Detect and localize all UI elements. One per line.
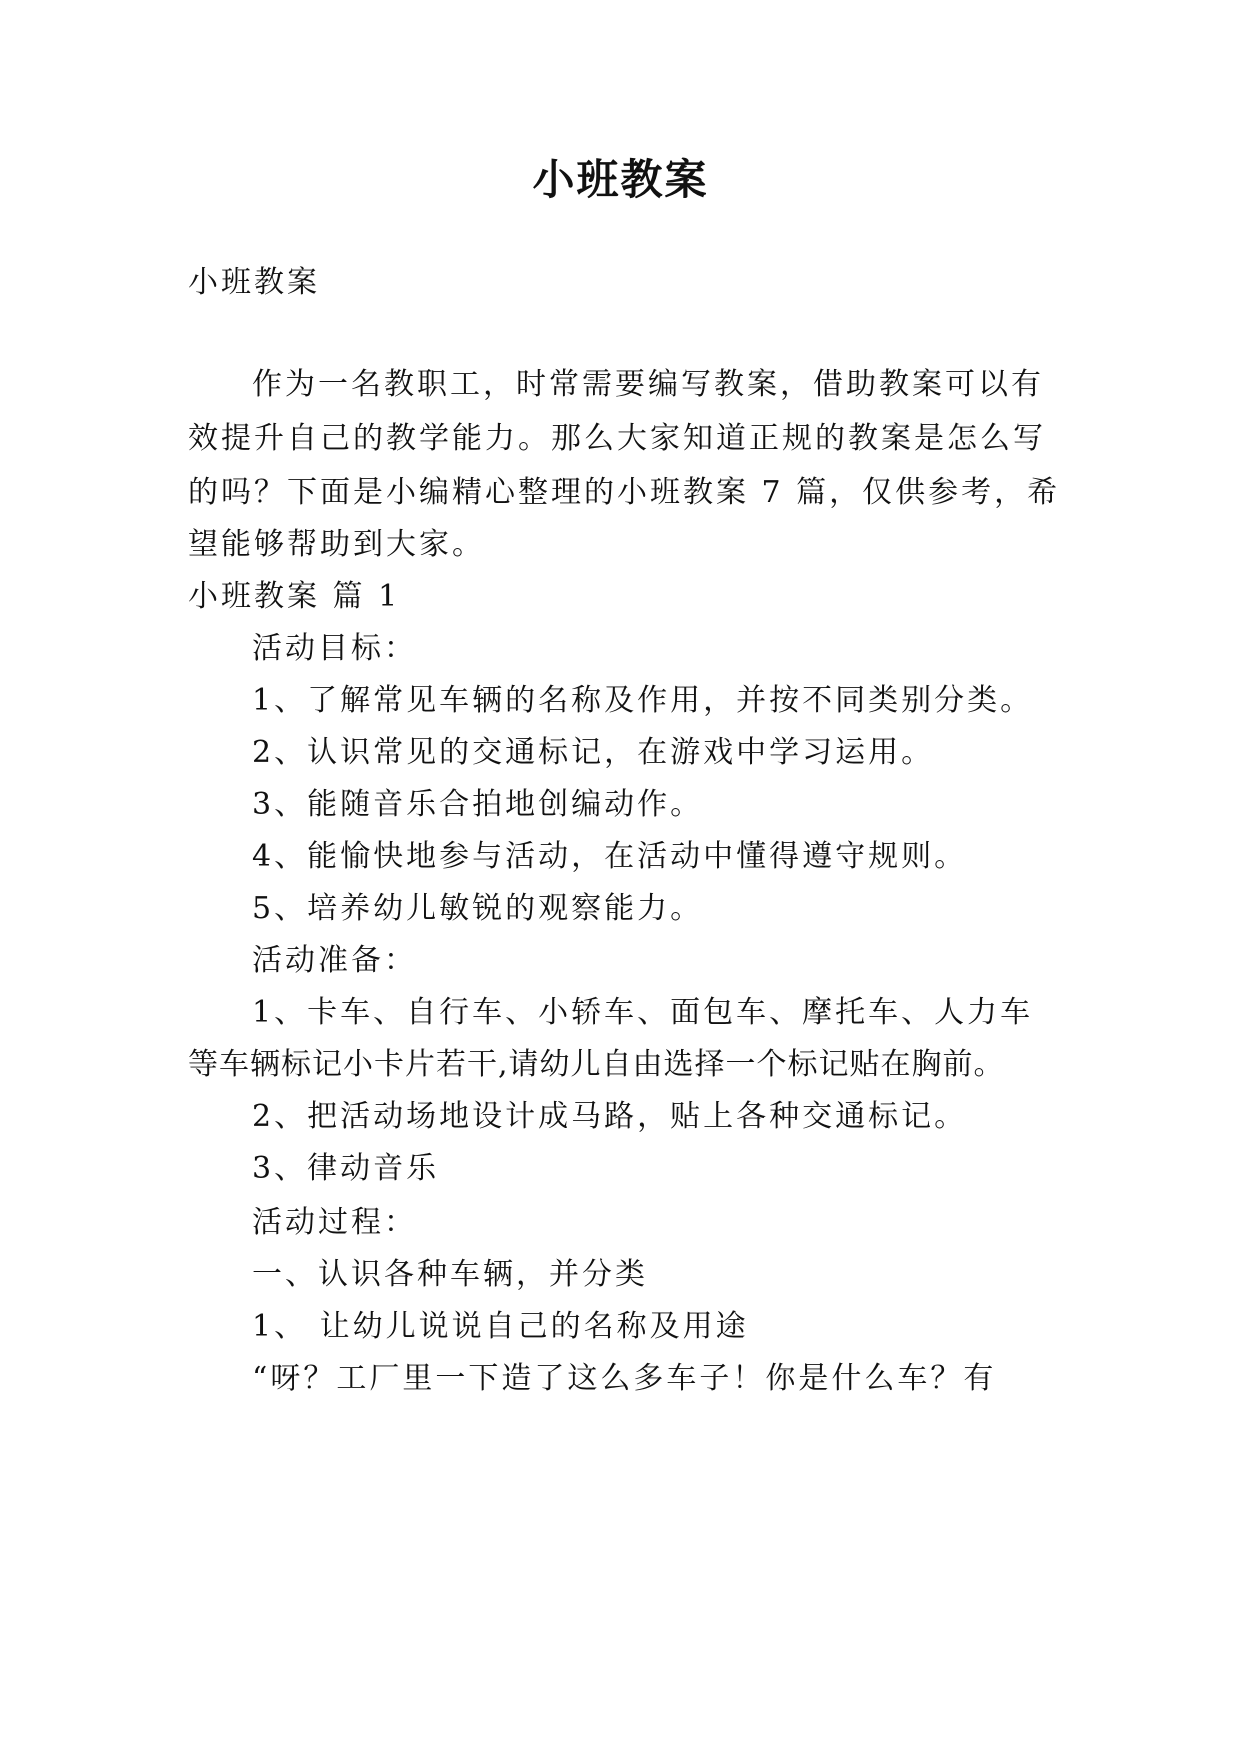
intro-line: 的吗？下面是小编精心整理的小班教案 7 篇，仅供参考，希	[188, 475, 1061, 510]
intro-line: 效提升自己的教学能力。那么大家知道正规的教案是怎么写	[188, 421, 1046, 456]
section-heading: 小班教案 篇 1	[188, 579, 401, 614]
document-title: 小班教案	[532, 155, 709, 204]
process-item: 一、认识各种车辆，并分类	[252, 1257, 648, 1292]
goal-item: 4、能愉快地参与活动，在活动中懂得遵守规则。	[252, 839, 968, 874]
process-item: 1、 让幼儿说说自己的名称及用途	[252, 1309, 749, 1344]
prep-item: 3、律动音乐	[252, 1151, 440, 1186]
prep-heading: 活动准备：	[252, 943, 417, 978]
intro-line: 作为一名教职工，时常需要编写教案，借助教案可以有	[252, 367, 1044, 402]
subtitle: 小班教案	[188, 265, 320, 300]
prep-item: 等车辆标记小卡片若干,请幼儿自由选择一个标记贴在胸前。	[188, 1047, 1005, 1082]
prep-item: 2、把活动场地设计成马路，贴上各种交通标记。	[252, 1099, 968, 1134]
goal-item: 5、培养幼儿敏锐的观察能力。	[252, 891, 704, 926]
prep-item: 1、卡车、自行车、小轿车、面包车、摩托车、人力车	[252, 995, 1034, 1030]
process-heading: 活动过程：	[252, 1205, 417, 1240]
goal-item: 3、能随音乐合拍地创编动作。	[252, 787, 704, 822]
intro-line: 望能够帮助到大家。	[188, 527, 485, 562]
goal-item: 1、了解常见车辆的名称及作用，并按不同类别分类。	[252, 683, 1034, 718]
process-item: “呀？工厂里一下造了这么多车子！你是什么车？有	[252, 1361, 997, 1396]
goal-item: 2、认识常见的交通标记，在游戏中学习运用。	[252, 735, 935, 770]
goals-heading: 活动目标：	[252, 631, 417, 666]
